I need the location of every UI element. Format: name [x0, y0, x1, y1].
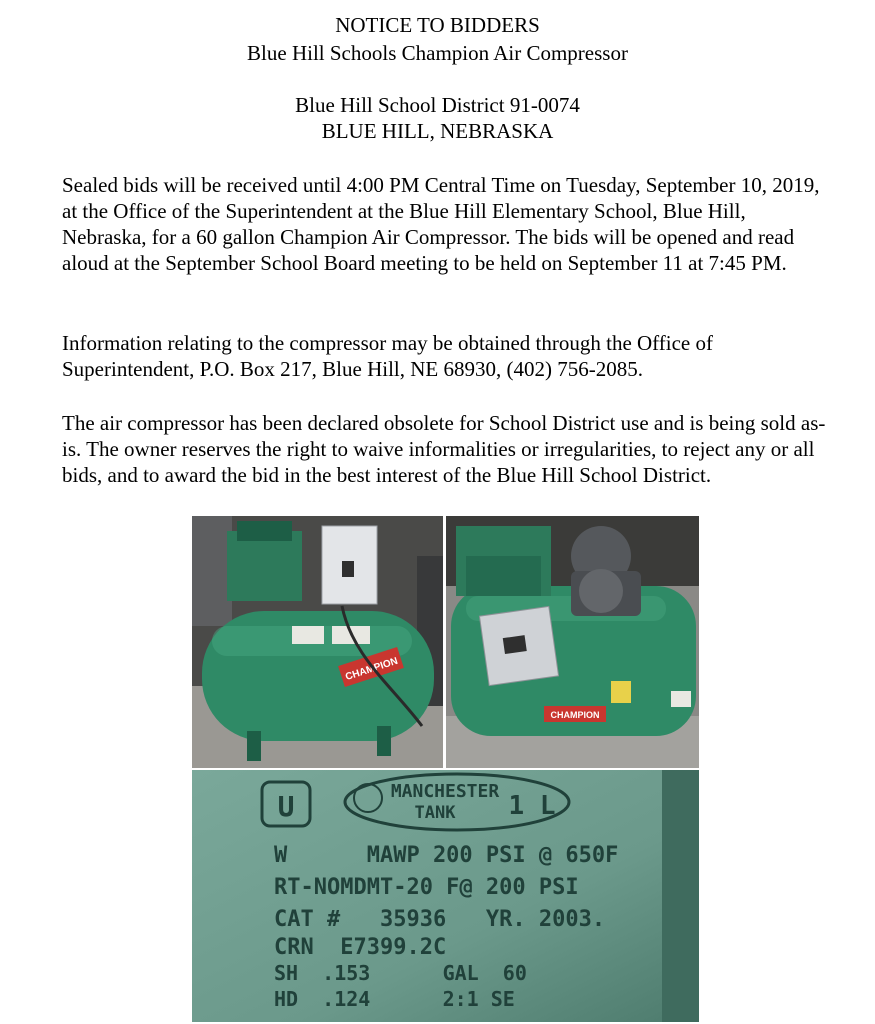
compressor-photo-right: [446, 516, 699, 768]
tank-nameplate-photo: [192, 770, 699, 1022]
code-stamp: U: [277, 790, 295, 823]
notice-title: NOTICE TO BIDDERS: [335, 13, 540, 37]
bid-deadline-paragraph: Sealed bids will be received until 4:00 PM Central Time on Tuesday, September 10, 2019, at the Office of the Superintendent at the Blue Hill Elementary School, Blue Hill, Nebraska, for a 60 gallon Champion Air Compressor. The bids will be opened and read aloud at the September School Board meeting to be held on September 11 at 7:45 PM.: [62, 173, 820, 275]
nameplate-row-gal: SH .153 GAL 60: [274, 961, 527, 985]
district-location: BLUE HILL, NEBRASKA: [321, 119, 554, 143]
terms-paragraph: The air compressor has been declared obsolete for School District use and is being sold as-is. The owner reserves the right to waive informalities or irregularities, to reject any or all bids, and to award the bid in the best interest of the Blue Hill School District.: [62, 411, 826, 487]
nameplate-row-mawp: W MAWP 200 PSI @ 650F: [274, 843, 619, 868]
nameplate-row-crn: CRN E7399.2C: [274, 935, 447, 960]
nameplate-row-mdmt: RT-NOMDMT-20 F@ 200 PSI: [274, 875, 579, 900]
maker-name: MANCHESTER: [390, 781, 500, 802]
maker-tank: TANK: [414, 803, 456, 823]
contact-info-paragraph: Information relating to the compressor may be obtained through the Office of Superintendent, P.O. Box 217, Blue Hill, NE 68930, (402) 756-2085.: [62, 331, 713, 381]
nameplate-row-hd: HD .124 2:1 SE: [274, 987, 515, 1011]
right-brand-decal: CHAMPION: [550, 710, 600, 720]
notice-subtitle: Blue Hill Schools Champion Air Compressor: [247, 41, 628, 65]
district-name: Blue Hill School District 91-0074: [295, 93, 580, 117]
compressor-photo-left: [192, 516, 443, 768]
maker-suffix: 1 L: [508, 791, 556, 821]
left-brand-decal: CHAMPION: [344, 655, 400, 684]
nameplate-row-cat: CAT # 35936 YR. 2003.: [274, 907, 606, 932]
